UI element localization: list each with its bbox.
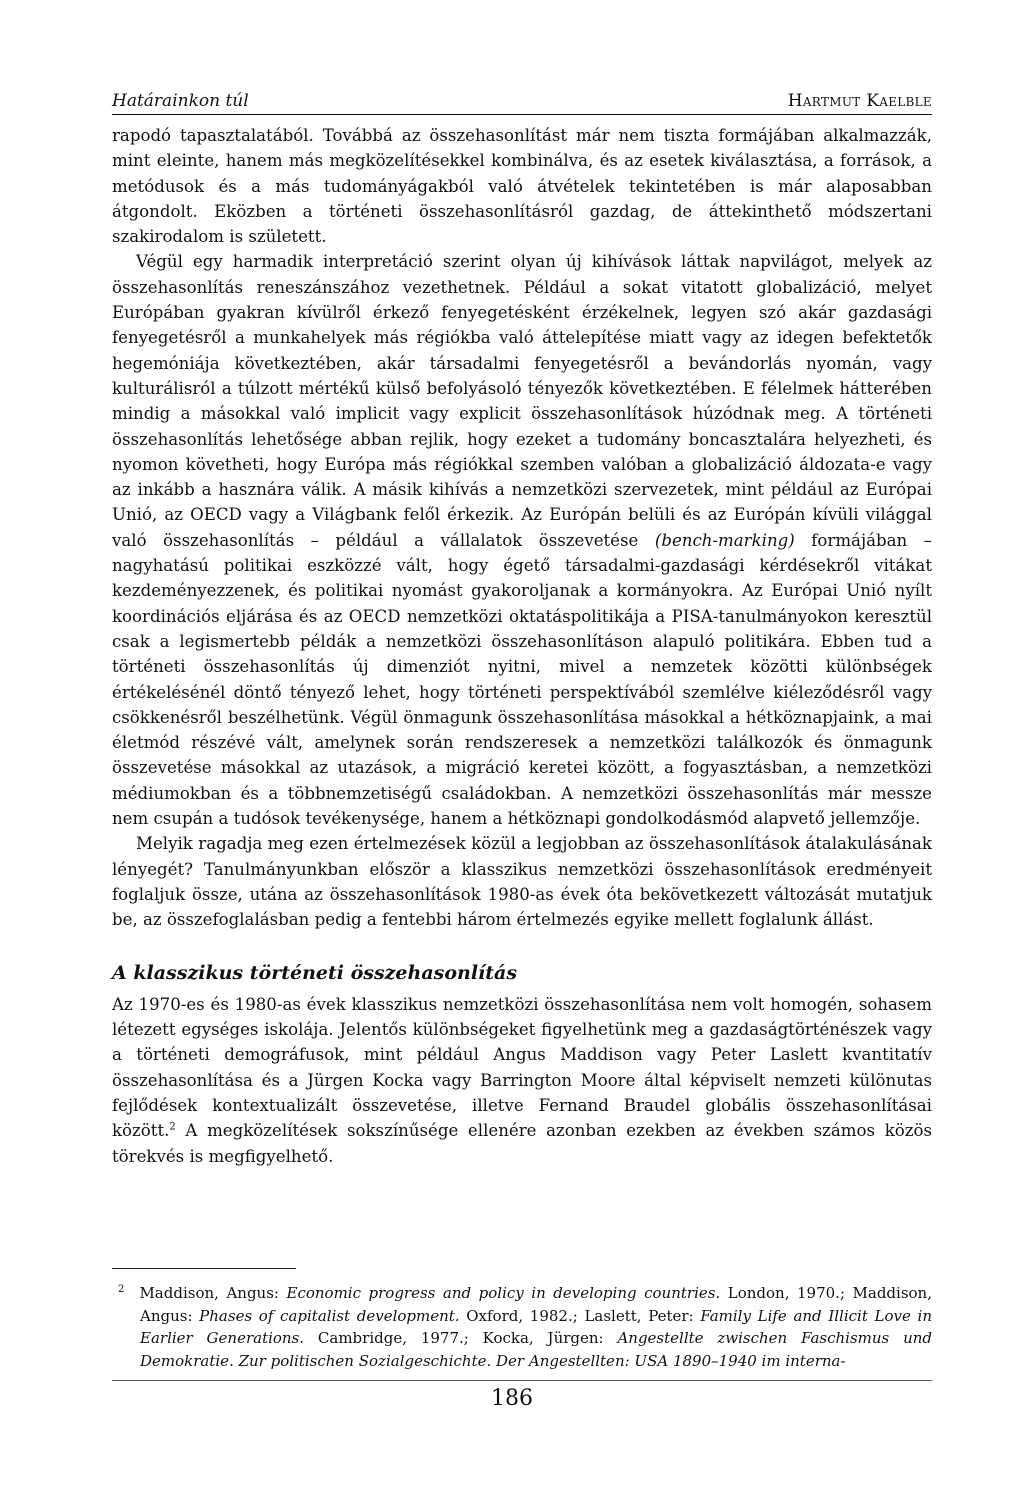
- paragraph-2: [112, 249, 932, 831]
- section-paragraph: [112, 992, 932, 1169]
- bottom-divider: [112, 1380, 932, 1381]
- page: [112, 86, 932, 1169]
- footnote-segment: Economic progress and policy in developing countries.: [286, 1284, 721, 1302]
- body-text: [112, 123, 932, 1169]
- footnote-divider: [112, 1268, 296, 1269]
- bench-marking-term: (bench-marking): [654, 530, 795, 550]
- page-number: 186: [491, 1386, 533, 1411]
- paragraph-3: Melyik ragadja meg ezen értelmezések közül a legjobban az összehasonlítások átalakulásának lényegét? Tanulmányunkban először a klasszikus nemzetközi összehasonlítások eredményeit foglaljuk össze, utána az összehasonlítások 1980-as évek óta bekövetkezett változását mutatjuk be, az összefoglalásban pedig a fentebbi három értelmezés egyike mellett foglalunk állást.: [112, 834, 932, 930]
- header-author: Hartmut Kaelble: [787, 91, 932, 111]
- section-paragraph-continued: A megközelítések sokszínűsége ellenére azonban ezekben az években számos közös törekvés is megfigyelhető.: [112, 1121, 932, 1166]
- footnotes: [112, 1268, 932, 1372]
- footnote-segment: Family Life and Illicit Love in Earlier Generations.: [140, 1306, 932, 1348]
- footnote-segment: Angestellte zwischen Faschismus und Demokratie. Zur politischen Sozialgeschichte. Der Angestellten: USA 1890–1940 im interna-: [140, 1329, 933, 1370]
- paragraph-2-continued: formájában – nagyhatású politikai eszközzé vált, hogy égető társadalmi-gazdasági kérdésekről vitákat kezdeményezzenek, és politikai nyomást gyakoroljanak a kormányokra. Az Európai Unió nyílt koordinációs eljárása és az OECD nemzetközi oktatáspolitikája a PISA-tanulmányokon keresztül csak a legismertebb példák a nemzetközi összehasonlításon alapuló politikára. Ebben tud a történeti összehasonlítás új dimenziót nyitni, mivel a nemzetek közötti különbségek értékelésénél döntő tényező lehet, hogy történeti perspektívából szemlélve kiéleződésről vagy csökkenésről beszélhetünk. Végül önmagunk összehasonlítása másokkal a hétköznapjaink, a mai életmód részévé vált, amelynek során rendszeresek a nemzetközi találkozók és önmagunk összevetése másokkal az utazások, a migráció keretei között, a fogyasztásban, a nemzetközi médiumokban és a többnemzetiségű családokban. A nemzetközi összehasonlítás már messze nem csupán a tudósok tevékenysége, hanem a hétköznapi gondolkodásmód alapvető jellemzője.: [112, 530, 932, 829]
- section-paragraph-text: Az 1970-es és 1980-as évek klasszikus nemzetközi összehasonlítása nem volt homogén, sohasem létezett egységes iskolája. Jelentős különbségeket figyelhetünk meg a gazdaságtörténészek vagy a történeti demográfusok, mint például Angus Maddison vagy Peter Laslett kvantitatív összehasonlítása és a Jürgen Kocka vagy Barrington Moore által képviselt nemzeti különutas fejlődések kontextualizált összevetése, illetve Fernand Braudel globális összehasonlításai között.: [112, 994, 932, 1141]
- paragraph-2-text: Végül egy harmadik interpretáció szerint olyan új kihívások láttak napvilágot, melyek az összehasonlítás reneszánszához vezethetnek. Például a sokat vitatott globalizáció, melyet Európában gyakran kívülről érkező fenyegetésként érzékelnek, legyen szó akár gazdasági fenyegetésről a munkahelyek más régiókba való áttelepítése miatt vagy az idegen befektetők hegemóniája következtében, akár társadalmi fenyegetésről a bevándorlás nyomán, vagy kulturálisról a túlzott mértékű külső befolyásoló tényezők következtében. E félelmek hátterében mindig a másokkal való implicit vagy explicit összehasonlítások húzódnak meg. A történeti összehasonlítás lehetősége abban rejlik, hogy ezeket a tudomány boncasztalára helyezheti, és nyomon követheti, hogy Európa más régiókkal szemben valóban a globalizáció áldozata-e vagy az inkább a hasznára válik. A másik kihívás a nemzetközi szervezetek, mint például az Európai Unió, az OECD vagy a Világbank felől érkezik. Az Európán belüli és az Európán kívüli világgal való összehasonlítás – például a vállalatok összevetése: [112, 252, 932, 550]
- footnote-number: 2: [118, 1284, 125, 1295]
- footnote-segment: London, 1970.; Maddison, Angus:: [140, 1284, 932, 1325]
- footnote-text: [139, 1284, 932, 1370]
- footnote-2: [112, 1279, 932, 1372]
- section-heading: A klasszikus történeti összehasonlítás: [112, 961, 518, 984]
- footnote-reference[interactable]: 2: [169, 1121, 176, 1133]
- footnote-segment: Cambridge, 1977.; Kocka, Jürgen:: [304, 1329, 618, 1348]
- header-journal-title: Határainkon túl: [112, 91, 249, 111]
- footnote-segment: Phases of capitalist development.: [199, 1306, 460, 1325]
- footnote-segment: Maddison, Angus:: [139, 1284, 287, 1302]
- footnote-segment: Oxford, 1982.; Laslett, Peter:: [459, 1306, 701, 1325]
- paragraph-1: rapodó tapasztalatából. Továbbá az összehasonlítást már nem tiszta formájában alkalmazzák, mint eleinte, hanem más megközelítésekkel kombinálva, és az esetek kiválasztása, a források, a metódusok és a más tudományágakból való átvételek tekintetében is már alaposabban átgondolt. Eközben a történeti összehasonlításról gazdag, de áttekinthető módszertani szakirodalom is született.: [112, 126, 932, 247]
- running-header: [112, 86, 932, 115]
